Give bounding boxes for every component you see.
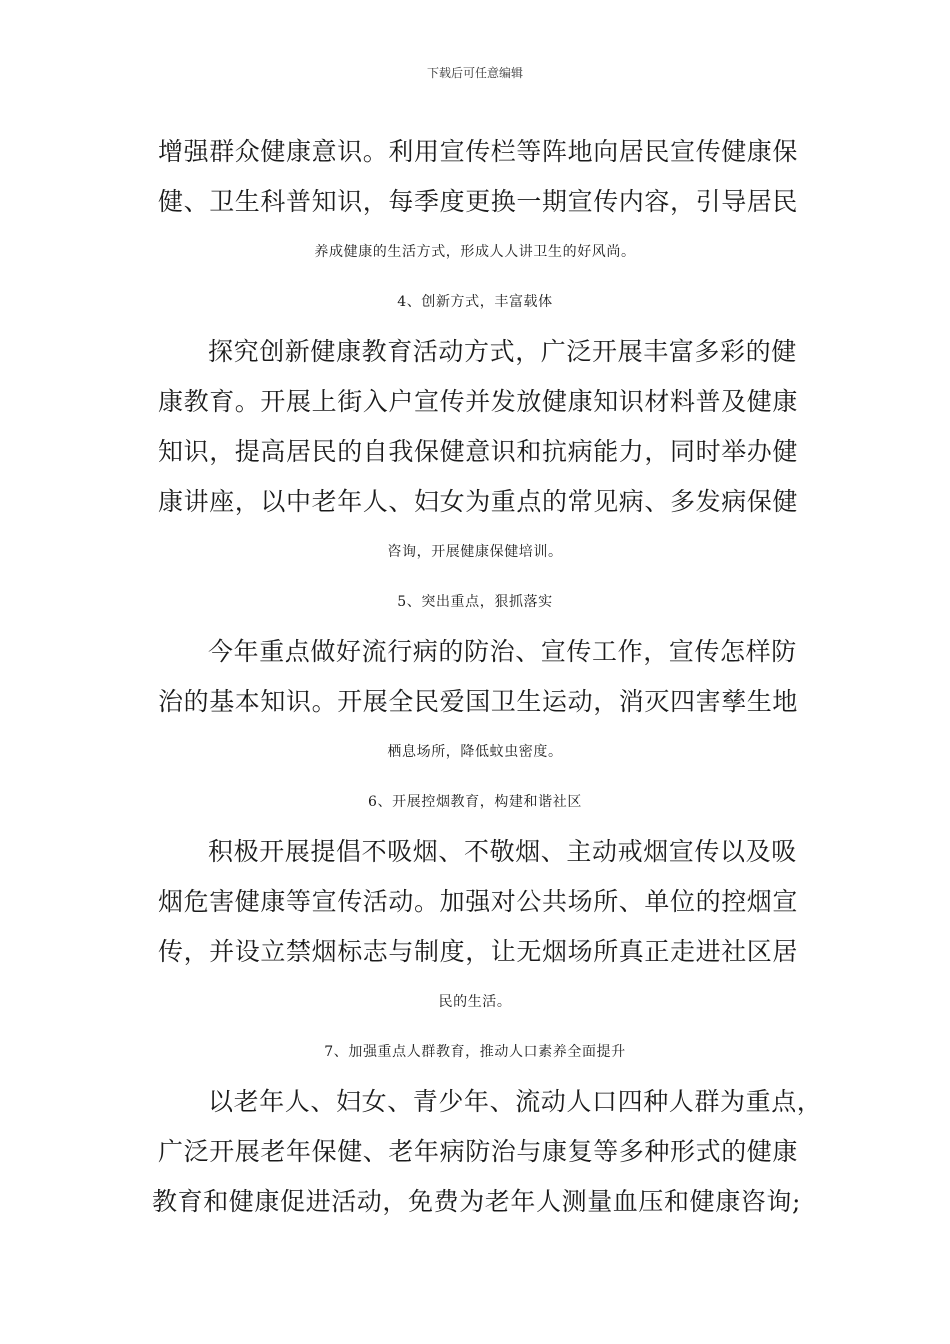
paragraph-line: 传，并设立禁烟标志与制度，让无烟场所真正走进社区居 (158, 937, 799, 966)
paragraph-line: 康讲座，以中老年人、妇女为重点的常见病、多发病保健 (158, 487, 799, 516)
paragraph-line: 养成健康的生活方式，形成人人讲卫生的好风尚。 (314, 244, 636, 260)
paragraph-line: 广泛开展老年保健、老年病防治与康复等多种形式的健康 (158, 1137, 799, 1166)
paragraph-line: 知识，提高居民的自我保健意识和抗病能力，同时举办健 (158, 437, 799, 466)
paragraph-line: 民的生活。 (438, 994, 512, 1010)
paragraph-line: 今年重点做好流行病的防治、宣传工作，宣传怎样防 (208, 637, 797, 666)
paragraph-line: 教育和健康促进活动，免费为老年人测量血压和健康咨询; (152, 1187, 802, 1216)
section-heading: 6、开展控烟教育，构建和谐社区 (368, 794, 582, 810)
paragraph-line: 以老年人、妇女、青少年、流动人口四种人群为重点， (208, 1087, 823, 1116)
paragraph-line: 健、卫生科普知识，每季度更换一期宣传内容，引导居民 (158, 187, 799, 216)
paragraph-line: 咨询，开展健康保健培训。 (387, 544, 563, 560)
paragraph-line: 增强群众健康意识。利用宣传栏等阵地向居民宣传健康保 (158, 137, 799, 166)
page-header: 下载后可任意编辑 (426, 66, 523, 80)
paragraph-line: 积极开展提倡不吸烟、不敬烟、主动戒烟宣传以及吸 (208, 837, 797, 866)
section-heading: 4、创新方式，丰富载体 (397, 294, 553, 310)
paragraph-line: 栖息场所，降低蚊虫密度。 (387, 744, 563, 760)
paragraph-line: 烟危害健康等宣传活动。加强对公共场所、单位的控烟宣 (158, 887, 799, 916)
paragraph-line: 探究创新健康教育活动方式，广泛开展丰富多彩的健 (208, 337, 797, 366)
section-heading: 7、加强重点人群教育，推动人口素养全面提升 (324, 1044, 626, 1060)
paragraph-line: 康教育。开展上街入户宣传并发放健康知识材料普及健康 (158, 387, 799, 416)
paragraph-line: 治的基本知识。开展全民爱国卫生运动，消灭四害孳生地 (158, 687, 799, 716)
section-heading: 5、突出重点，狠抓落实 (397, 594, 553, 610)
